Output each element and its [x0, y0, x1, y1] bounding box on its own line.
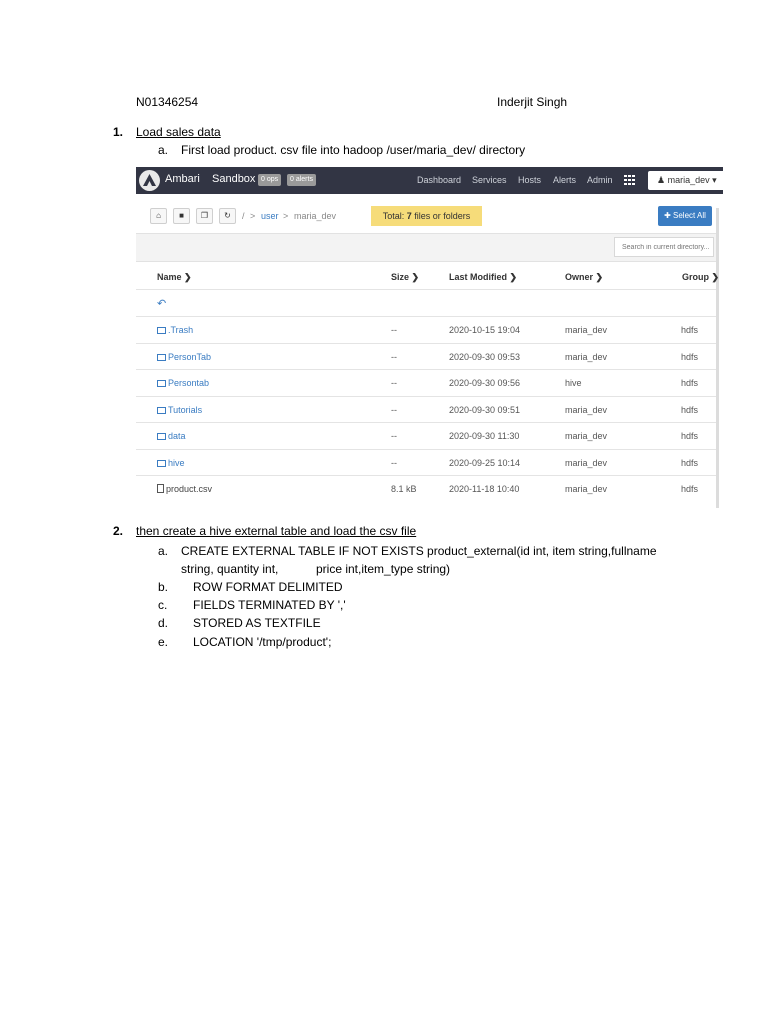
row-divider [136, 449, 716, 450]
trash-icon: ■ [179, 211, 184, 220]
ambari-topbar [136, 167, 723, 194]
folder-icon [157, 354, 166, 361]
file-row-group: hdfs [681, 378, 699, 388]
select-all-label: Select All [673, 211, 706, 220]
file-row-size: -- [391, 378, 397, 388]
file-row-name[interactable]: .Trash [157, 325, 193, 335]
step-b-text: ROW FORMAT DELIMITED [193, 580, 343, 594]
file-row-owner: maria_dev [565, 431, 608, 441]
breadcrumb-current: maria_dev [294, 211, 337, 221]
step-a-label: a. [158, 544, 169, 558]
step-a-line2b: price int,item_type string) [316, 562, 451, 576]
file-row-size: -- [391, 458, 397, 468]
file-row-group: hdfs [681, 352, 699, 362]
folder-icon [157, 433, 166, 440]
ambari-logo-icon[interactable] [139, 170, 160, 191]
copy-button[interactable] [196, 208, 213, 224]
file-row-group: hdfs [681, 431, 699, 441]
sort-chevron-icon: ❯ [411, 272, 420, 282]
breadcrumb-user[interactable]: user [261, 211, 279, 221]
file-row-name[interactable]: Tutorials [157, 405, 202, 415]
step-a-line2a: string, quantity int, [181, 562, 279, 576]
total-files-indicator [371, 206, 482, 226]
column-header-last-modified[interactable]: Last Modified ❯ [449, 272, 518, 282]
file-row-size: 8.1 kB [391, 484, 417, 494]
file-row-name[interactable]: hive [157, 458, 185, 468]
column-header-name[interactable]: Name ❯ [157, 272, 192, 282]
sort-chevron-icon: ❯ [184, 272, 192, 282]
nav-hosts[interactable]: Hosts [518, 175, 542, 185]
file-row-name[interactable]: PersonTab [157, 352, 211, 362]
file-row-owner: hive [565, 378, 582, 388]
ambari-brand[interactable]: Ambari [165, 173, 200, 185]
section-2-number: 2. [113, 524, 124, 538]
folder-icon [157, 407, 166, 414]
user-icon: ♟ [657, 175, 666, 185]
nav-dashboard[interactable]: Dashboard [417, 175, 462, 185]
step-c-text: FIELDS TERMINATED BY ',' [193, 598, 346, 612]
home-icon: ⌂ [156, 211, 161, 220]
row-divider [136, 316, 716, 317]
total-suffix: files or folders [414, 211, 471, 221]
folder-icon [157, 380, 166, 387]
step-e-label: e. [158, 635, 169, 649]
sort-chevron-icon: ❯ [711, 272, 720, 282]
section-1-title: Load sales data [136, 125, 221, 139]
delete-button[interactable] [173, 208, 190, 224]
step-a-line1: CREATE EXTERNAL TABLE IF NOT EXISTS product_external(id int, item string,fullname [181, 544, 657, 558]
file-row-modified: 2020-09-30 11:30 [449, 431, 520, 441]
sort-chevron-icon: ❯ [509, 272, 518, 282]
row-divider [136, 289, 716, 290]
student-id: N01346254 [136, 95, 199, 109]
breadcrumb-separator: > [283, 211, 289, 221]
file-row-modified: 2020-09-30 09:53 [449, 352, 521, 362]
nav-admin[interactable]: Admin [587, 175, 613, 185]
student-name: Inderjit Singh [497, 95, 568, 109]
total-prefix: Total: [382, 211, 405, 221]
file-row-modified: 2020-09-30 09:51 [449, 405, 521, 415]
file-row-size: -- [391, 405, 397, 415]
alerts-badge[interactable]: 0 alerts [287, 174, 316, 186]
back-arrow-icon[interactable]: ↶ [157, 298, 167, 310]
file-row-modified: 2020-09-25 10:14 [449, 458, 521, 468]
section-1-number: 1. [113, 125, 124, 139]
row-divider [136, 343, 716, 344]
cluster-name[interactable]: Sandbox [212, 173, 256, 185]
folder-icon [157, 460, 166, 467]
copy-icon: ❐ [200, 211, 209, 220]
total-count: 7 [406, 211, 412, 221]
ambari-files-view-screenshot [136, 167, 723, 512]
refresh-button[interactable] [219, 208, 236, 224]
search-input[interactable] [614, 237, 714, 257]
file-row-name[interactable]: Persontab [157, 378, 209, 388]
section-1-step-label: a. [158, 143, 169, 157]
refresh-icon: ↻ [224, 211, 231, 220]
file-row-group: hdfs [681, 484, 699, 494]
file-row-owner: maria_dev [565, 325, 608, 335]
vertical-scrollbar[interactable] [716, 208, 719, 508]
row-divider [136, 369, 716, 370]
file-row-group: hdfs [681, 405, 699, 415]
column-header-owner[interactable]: Owner ❯ [565, 272, 604, 282]
nav-alerts[interactable]: Alerts [553, 175, 577, 185]
file-row-modified: 2020-11-18 10:40 [449, 484, 520, 494]
step-d-label: d. [158, 616, 169, 630]
file-row-modified: 2020-10-15 19:04 [449, 325, 521, 335]
file-row-name[interactable]: data [157, 431, 186, 441]
step-b-label: b. [158, 580, 169, 594]
file-row-owner: maria_dev [565, 484, 608, 494]
file-icon [157, 484, 164, 493]
ops-badge[interactable]: 0 ops [258, 174, 281, 186]
sort-chevron-icon: ❯ [595, 272, 604, 282]
folder-icon [157, 327, 166, 334]
file-row-modified: 2020-09-30 09:56 [449, 378, 521, 388]
home-button[interactable] [150, 208, 167, 224]
row-divider [136, 422, 716, 423]
step-e-text: LOCATION '/tmp/product'; [193, 635, 332, 649]
caret-down-icon: ▾ [712, 175, 717, 185]
row-divider [136, 475, 716, 476]
file-row-size: -- [391, 431, 397, 441]
file-row-owner: maria_dev [565, 405, 608, 415]
file-row-owner: maria_dev [565, 458, 608, 468]
step-c-label: c. [158, 598, 168, 612]
select-all-button[interactable] [658, 206, 712, 226]
step-d-text: STORED AS TEXTFILE [193, 616, 321, 630]
file-row-name[interactable]: product.csv [157, 484, 212, 494]
file-row-size: -- [391, 325, 397, 335]
section-2-title: then create a hive external table and load the csv file [136, 524, 417, 538]
plus-icon: ✚ [664, 211, 671, 220]
breadcrumb-root[interactable]: / [242, 211, 245, 221]
column-header-size[interactable]: Size ❯ [391, 272, 420, 282]
row-divider [136, 396, 716, 397]
file-row-group: hdfs [681, 325, 699, 335]
section-1-step-text: First load product. csv file into hadoop /user/maria_dev/ directory [181, 143, 526, 157]
breadcrumb-separator: > [250, 211, 256, 221]
nav-services[interactable]: Services [472, 175, 507, 185]
column-header-group[interactable]: Group ❯ [682, 272, 720, 282]
app-grid-icon[interactable] [624, 175, 635, 185]
user-menu-button[interactable] [648, 171, 723, 190]
file-row-owner: maria_dev [565, 352, 608, 362]
file-row-group: hdfs [681, 458, 699, 468]
file-row-size: -- [391, 352, 397, 362]
user-menu-label: maria_dev [667, 175, 710, 185]
